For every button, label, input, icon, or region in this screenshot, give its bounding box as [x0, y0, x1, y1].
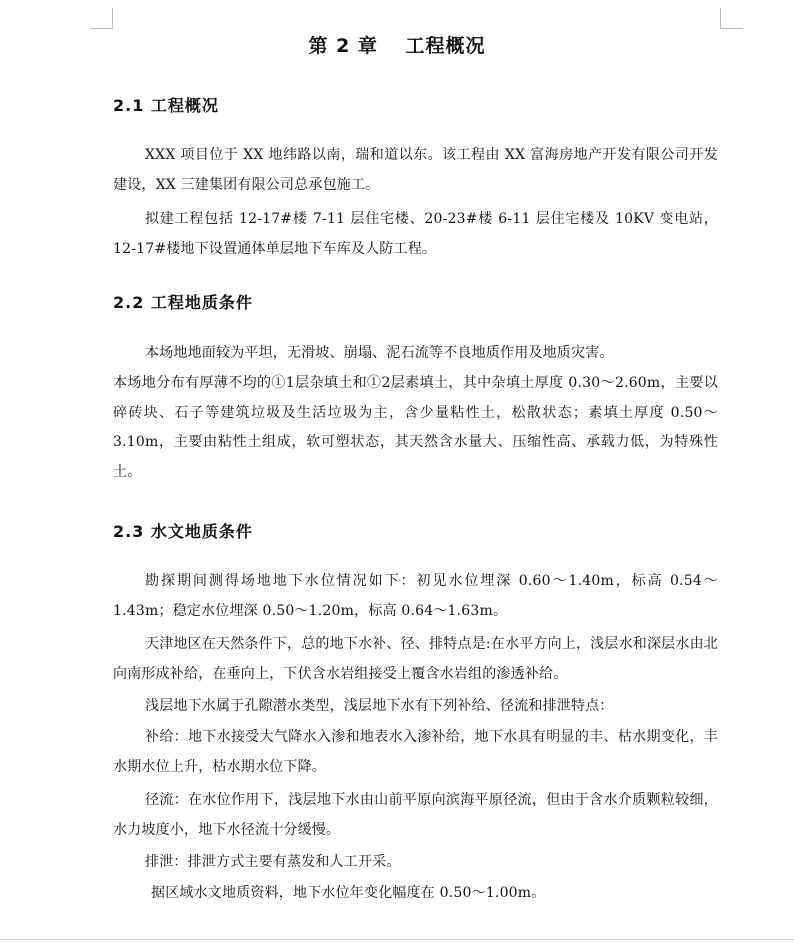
paragraph-groundwater-recharge: 天津地区在天然条件下，总的地下水补、径、排特点是:在水平方向上，浅层水和深层水由北向南形成补给，在垂向上，下伏含水岩组接受上覆含水岩组的渗透补给。: [113, 636, 718, 682]
paragraph-annual-variation: 据区域水文地质资料，地下水位年变化幅度在 0.50～1.00m。: [151, 885, 546, 901]
paragraph-site-terrain: 本场地地面较为平坦，无滑坡、崩塌、泥石流等不良地质作用及地质灾害。: [145, 345, 614, 361]
paragraph-project-scope: 拟建工程包括 12-17#楼 7-11 层住宅楼、20-23#楼 6-11 层住宅楼及 10KV 变电站，12-17#楼地下设置通体单层地下车库及人防工程。: [113, 211, 718, 257]
page-corner-mark-top-right: [720, 8, 743, 29]
section-heading-2-2: 2.2 工程地质条件: [113, 293, 253, 312]
section-heading-2-3: 2.3 水文地质条件: [113, 522, 253, 541]
page-bottom-divider: [0, 939, 794, 940]
paragraph-fill-soil: 本场地分布有厚薄不均的①1层杂填土和①2层素填土，其中杂填土厚度 0.30～2.60m，主要以碎砖块、石子等建筑垃圾及生活垃圾为主，含少量粘性土，松散状态；素填土厚度 0.50～3.10m，主要由粘性土组成，软可塑状态，其天然含水量大、压缩性高、承载力低，为特殊性土。: [113, 375, 718, 480]
chapter-title: 第 2 章 工程概况: [308, 35, 486, 57]
page-corner-mark-top-left: [90, 8, 113, 29]
paragraph-phreatic-water: 浅层地下水属于孔隙潜水类型，浅层地下水有下列补给、径流和排泄特点：: [145, 698, 614, 714]
paragraph-runoff: 径流：在水位作用下，浅层地下水由山前平原向滨海平原径流，但由于含水介质颗粒较细，水力坡度小，地下水径流十分缓慢。: [113, 792, 718, 838]
section-heading-2-1: 2.1 工程概况: [113, 96, 219, 115]
paragraph-recharge: 补给：地下水接受大气降水入渗和地表水入渗补给，地下水具有明显的丰、枯水期变化，丰水期水位上升，枯水期水位下降。: [113, 729, 718, 775]
paragraph-project-location: XXX 项目位于 XX 地纬路以南，瑞和道以东。该工程由 XX 富海房地产开发有限公司开发建设，XX 三建集团有限公司总承包施工。: [113, 147, 718, 193]
paragraph-water-level: 勘探期间测得场地地下水位情况如下：初见水位埋深 0.60～1.40m，标高 0.54～1.43m；稳定水位埋深 0.50～1.20m，标高 0.64～1.63m。: [113, 573, 718, 619]
paragraph-discharge: 排泄：排泄方式主要有蒸发和人工开采。: [145, 854, 401, 870]
